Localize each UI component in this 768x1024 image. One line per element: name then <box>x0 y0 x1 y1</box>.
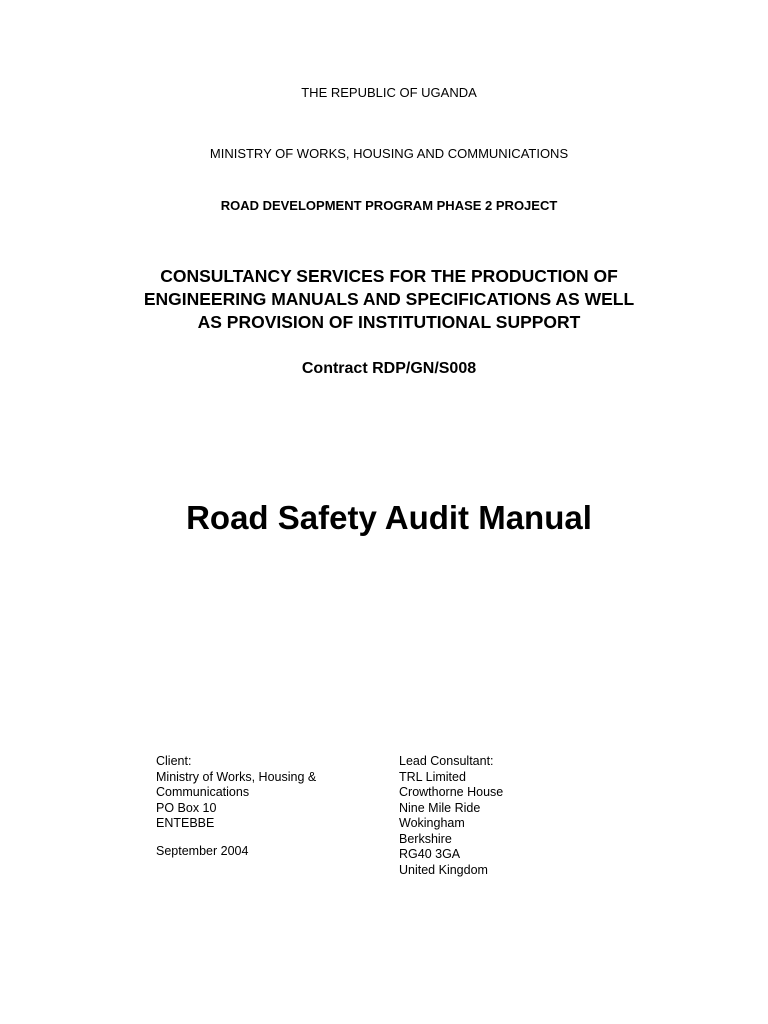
client-name-line: Communications <box>156 785 250 799</box>
consultancy-line: CONSULTANCY SERVICES FOR THE PRODUCTION OF <box>160 266 618 286</box>
publication-date: September 2004 <box>156 843 249 858</box>
republic-heading: THE REPUBLIC OF UGANDA <box>301 85 477 100</box>
contract-number: Contract RDP/GN/S008 <box>301 360 477 377</box>
client-label: Client: <box>156 754 192 768</box>
consultant-address-line: Wokingham <box>399 816 465 830</box>
consultant-address-line: Crowthorne House <box>399 785 504 799</box>
client-address-line: PO Box 10 <box>156 800 217 815</box>
consultant-address-line: United Kingdom <box>399 862 488 877</box>
consultancy-line: AS PROVISION OF INSTITUTIONAL SUPPORT <box>197 312 581 332</box>
program-heading: ROAD DEVELOPMENT PROGRAM PHASE 2 PROJECT <box>220 198 558 213</box>
consultancy-heading <box>0 265 768 334</box>
consultant-address-line: Nine Mile Ride <box>399 800 481 815</box>
document-title: Road Safety Audit Manual <box>186 499 592 536</box>
client-block <box>156 754 376 859</box>
client-address-line: ENTEBBE <box>156 816 215 830</box>
consultant-block <box>399 754 619 878</box>
spacer <box>156 832 376 844</box>
consultancy-line: ENGINEERING MANUALS AND SPECIFICATIONS AS WELL <box>143 289 635 309</box>
client-name-line: Ministry of Works, Housing & <box>156 769 317 784</box>
ministry-heading: MINISTRY OF WORKS, HOUSING AND COMMUNICATIONS <box>209 146 569 161</box>
consultant-label: Lead Consultant: <box>399 754 494 768</box>
consultant-name: TRL Limited <box>399 769 466 784</box>
consultant-address-line: RG40 3GA <box>399 847 461 861</box>
consultant-address-line: Berkshire <box>399 831 452 846</box>
